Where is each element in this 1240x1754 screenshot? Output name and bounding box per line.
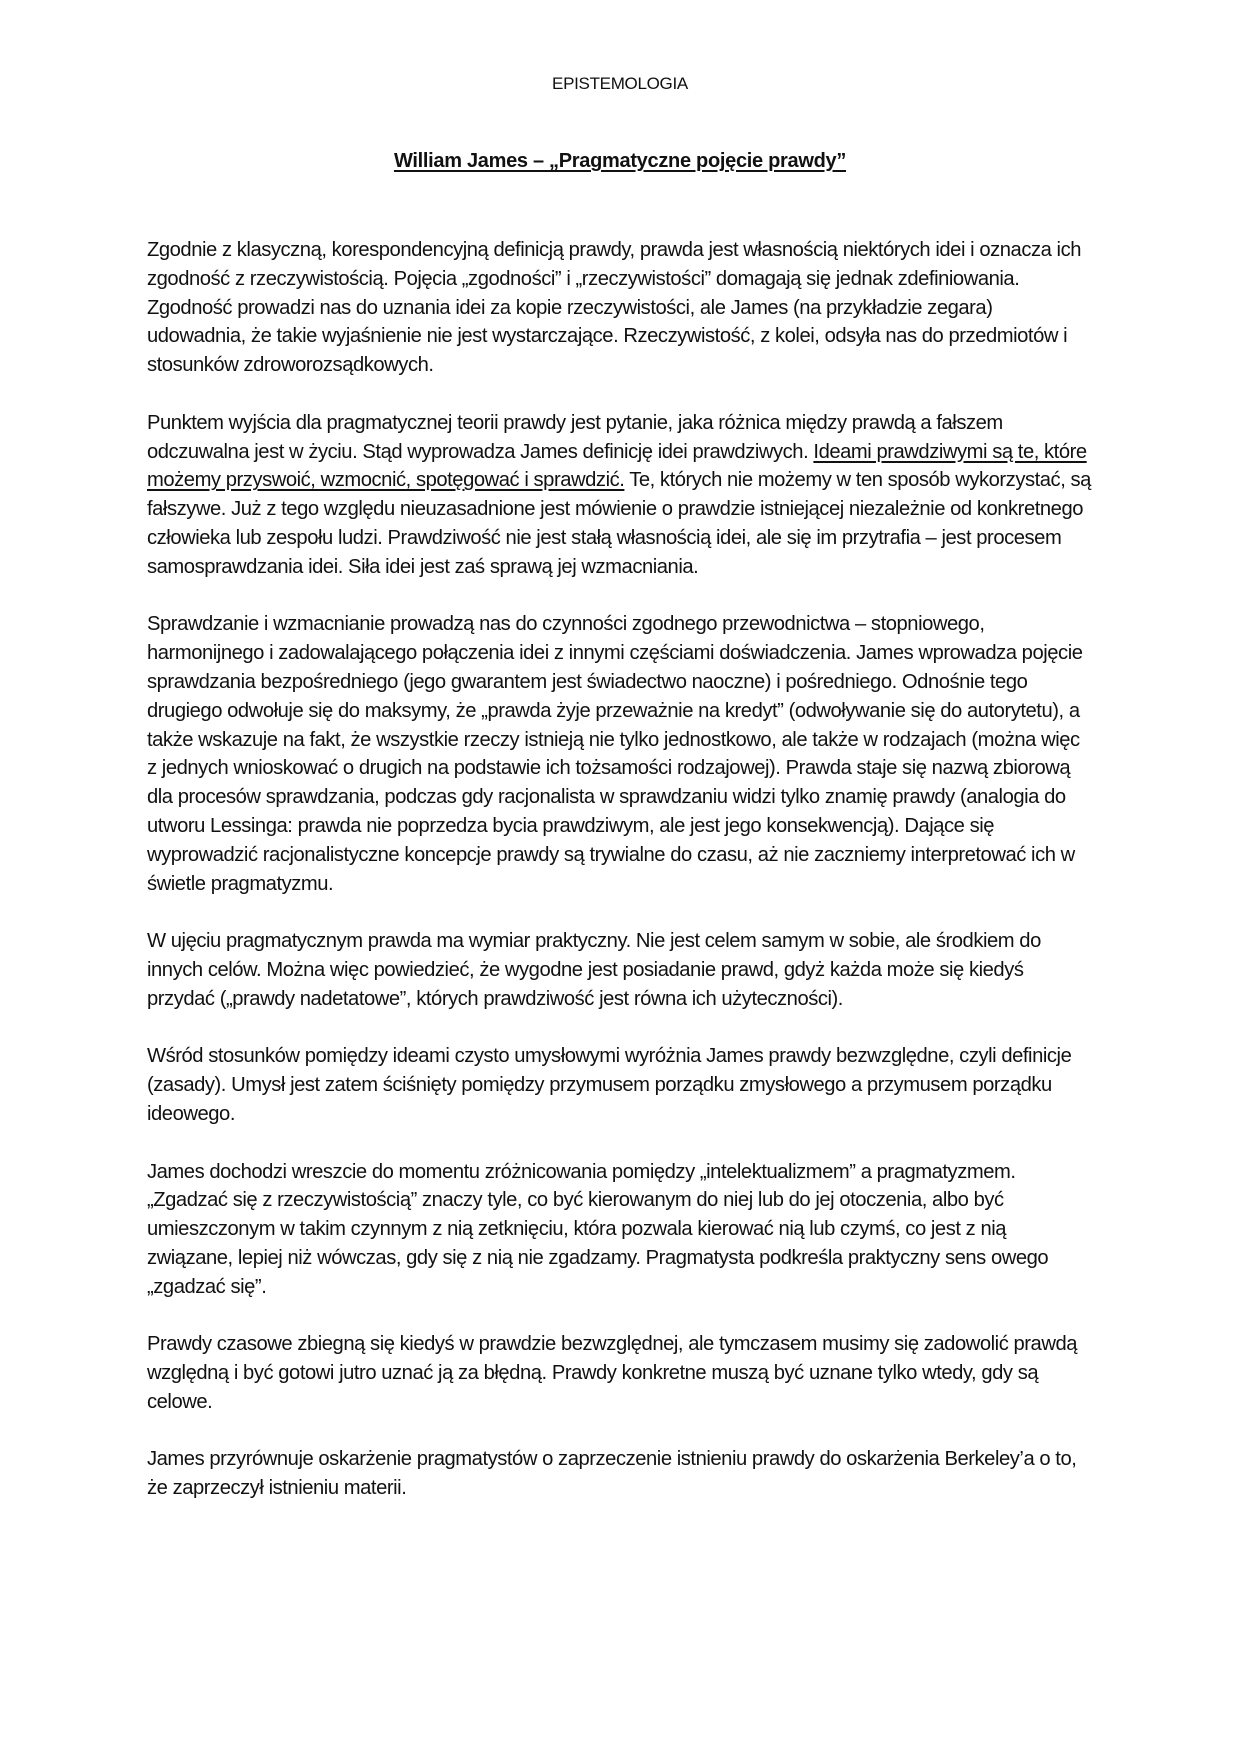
paragraph-8: James przyrównuje oskarżenie pragmatystów o zaprzeczenie istnieniu prawdy do oskarżenia Berkeley’a o to, że zaprzeczył istnieniu materii. (147, 1448, 1077, 1500)
document-title: William James – „Pragmatyczne pojęcie prawdy” (393, 150, 847, 172)
paragraph-4: W ujęciu pragmatycznym prawda ma wymiar praktyczny. Nie jest celem samym w sobie, ale środkiem do innych celów. Można więc powiedzieć, że wygodne jest posiadanie prawd, gdyż każda może się kiedyś przydać („prawdy nadetatowe”, których prawdziwość jest równa ich użyteczności). (147, 930, 1041, 1010)
underlined-definition: Ideami prawdziwymi są te, które możemy przyswoić, wzmocnić, spotęgować i sprawdzić. (147, 440, 1087, 492)
document-header: EPISTEMOLOGIA (552, 74, 688, 93)
paragraph-1: Zgodnie z klasyczną, korespondencyjną definicją prawdy, prawda jest własnością niektórych idei i oznacza ich zgodność z rzeczywistością. Pojęcia „zgodności” i „rzeczywistości” domagają się jednak zdefiniowania. Zgodność prowadzi nas do uznania idei za kopie rzeczywistości, ale James (na przykładzie zegara) udowadnia, że takie wyjaśnienie nie jest wystarczające. Rzeczywistość, z kolei, odsyła nas do przedmiotów i stosunków zdroworozsądkowych. (147, 239, 1081, 377)
paragraph-2-rest: Te, których nie możemy w ten sposób wykorzystać, są fałszywe. Już z tego względu nieuzasadnione jest mówienie o prawdzie istniejącej niezależnie od konkretnego człowieka lub zespołu ludzi. Prawdziwość nie jest stałą własnością idei, ale się im przytrafia – jest procesem samosprawdzania idei. Siła idei jest zaś sprawą jej wzmacniania. (147, 469, 1091, 578)
paragraph-3: Sprawdzanie i wzmacnianie prowadzą nas do czynności zgodnego przewodnictwa – stopniowego, harmonijnego i zadowalającego połączenia idei z innymi częściami doświadczenia. James wprowadza pojęcie sprawdzania bezpośredniego (jego gwarantem jest świadectwo naoczne) i pośredniego. Odnośnie tego drugiego odwołuje się do maksymy, że „prawda żyje przeważnie na kredyt” (odwoływanie się do autorytetu), a także wskazuje na fakt, że wszystkie rzeczy istnieją nie tylko jednostkowo, ale także w rodzajach (można więc z jednych wnioskować o drugich na podstawie ich tożsamości rodzajowej). Prawda staje się nazwą zbiorową dla procesów sprawdzania, podczas gdy racjonalista w sprawdzaniu widzi tylko znamię prawdy (analogia do utworu Lessinga: prawda nie poprzedza bycia prawdziwym, ale jest jego konsekwencją). Dające się wyprowadzić racjonalistyczne koncepcje prawdy są trywialne do czasu, aż nie zaczniemy interpretować ich w świetle pragmatyzmu. (147, 613, 1083, 895)
paragraph-6: James dochodzi wreszcie do momentu zróżnicowania pomiędzy „intelektualizmem” a pragmatyzmem. „Zgadzać się z rzeczywistością” znaczy tyle, co być kierowanym do niej lub do jej otoczenia, albo być umieszczonym w takim czynnym z nią zetknięciu, która pozwala kierować nią lub czymś, co jest z nią związane, lepiej niż wówczas, gdy się z nią nie zgadzamy. Pragmatysta podkreśla praktyczny sens owego „zgadzać się”. (147, 1160, 1049, 1298)
document-body (147, 236, 1093, 1532)
paragraph-5: Wśród stosunków pomiędzy ideami czysto umysłowymi wyróżnia James prawdy bezwzględne, czyli definicje (zasady). Umysł jest zatem ściśnięty pomiędzy przymusem porządku zmysłowego a przymusem porządku ideowego. (147, 1045, 1072, 1125)
paragraph-2-intro: Punktem wyjścia dla pragmatycznej teorii prawdy jest pytanie, jaka różnica między prawdą a fałszem odczuwalna jest w życiu. Stąd wyprowadza James definicję idei prawdziwych. (147, 411, 1003, 463)
paragraph-2 (147, 409, 1093, 582)
paragraph-7: Prawdy czasowe zbiegną się kiedyś w prawdzie bezwzględnej, ale tymczasem musimy się zadowolić prawdą względną i być gotowi jutro uznać ją za błędną. Prawdy konkretne muszą być uznane tylko wtedy, gdy są celowe. (147, 1333, 1078, 1413)
